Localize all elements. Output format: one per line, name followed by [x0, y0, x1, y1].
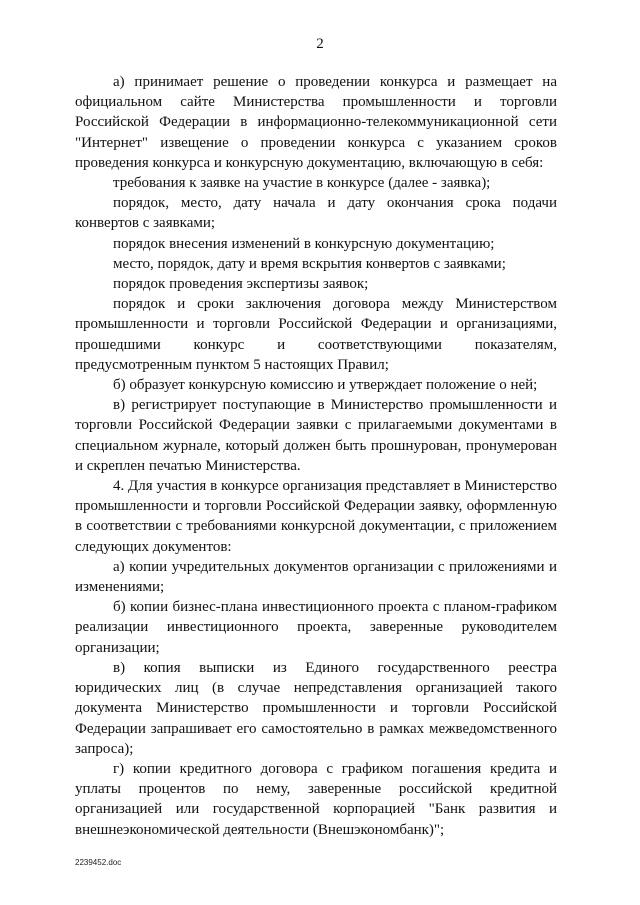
paragraph-requirements: требования к заявке на участие в конкурсе (далее - заявка);: [113, 175, 491, 192]
paragraph-v-registration: в) регистрирует поступающие в Министерство промышленности и торговли Российской Федерации заявки с прилагаемыми документами в специальном журнале, который должен быть прошнурован, пронумерован и скреплен печатью Министерства.: [75, 397, 557, 474]
paragraph-v-registry-extract: в) копия выписки из Единого государственного реестра юридических лиц (в случае непредставления организацией такого документа Министерство промышленности и торговли Российской Федерации запрашивает его самостоятельно в рамках межведомственного запроса);: [75, 659, 557, 757]
paragraph-b-business-plan: б) копии бизнес-плана инвестиционного проекта с планом-графиком реализации инвестиционного проекта, заверенные руководителем организации;: [75, 599, 557, 656]
paragraph-a-charter-docs: а) копии учредительных документов организации с приложениями и изменениями;: [75, 558, 557, 596]
paragraph-expertise: порядок проведения экспертизы заявок;: [113, 276, 369, 293]
paragraph-contract: порядок и сроки заключения договора между Министерством промышленности и торговли Российской Федерации и организациями, прошедшими конкурс и соответствующими показателям, предусмотренным пунктом 5 настоящих Правил;: [75, 296, 557, 373]
paragraph-amendments: порядок внесения изменений в конкурсную документацию;: [113, 235, 495, 252]
file-reference: 2239452.doc: [75, 858, 122, 867]
paragraph-b-commission: б) образует конкурсную комиссию и утверждает положение о ней;: [113, 377, 538, 394]
paragraph-submission-dates: порядок, место, дату начала и дату окончания срока подачи конвертов с заявками;: [75, 195, 557, 232]
paragraph-g-credit-agreement: г) копии кредитного договора с графиком погашения кредита и уплаты процентов по нему, заверенные российской кредитной организацией или государственной корпорацией "Банк развития и внешнеэкономической деятельности (Внешэкономбанк)";: [75, 760, 557, 838]
paragraph-4-participation: 4. Для участия в конкурсе организация представляет в Министерство промышленности и торговли Российской Федерации заявку, оформленную в соответствии с требованиями конкурсной документации, с приложением следующих документов:: [75, 478, 557, 555]
page-number: 2: [316, 36, 324, 52]
paragraph-a-decision: а) принимает решение о проведении конкурса и размещает на официальном сайте Министерства промышленности и торговли Российской Федерации в информационно-телекоммуникационной сети "Интернет" извещение о проведении конкурса с указанием сроков проведения конкурса и конкурсную документацию, включающую в себя:: [75, 74, 557, 171]
document-body: [75, 72, 557, 840]
paragraph-opening: место, порядок, дату и время вскрытия конвертов с заявками;: [113, 255, 506, 272]
